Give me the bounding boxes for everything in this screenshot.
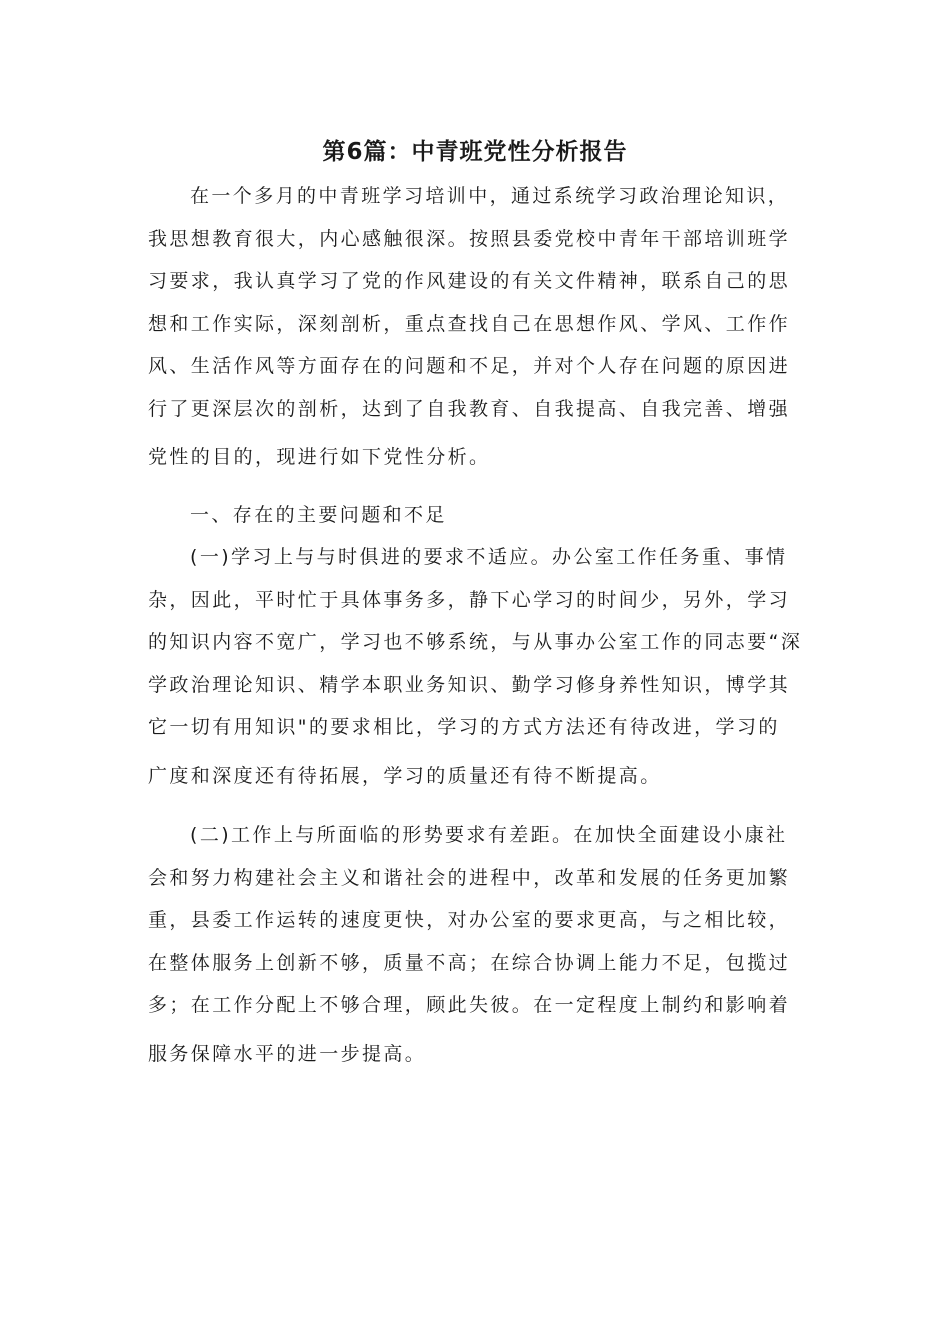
section-heading-text: 一、存在的主要问题和不足 [190,504,447,526]
point1-line: 杂，因此，平时忙于具体事务多，静下心学习的时间少，另外，学习 [148,588,791,611]
point2-paragraph [148,814,804,1075]
point2-line: 重，县委工作运转的速度更快，对办公室的要求更高，与之相比较， [148,909,791,931]
point2-line: 在整体服务上创新不够，质量不高；在综合协调上能力不足，包揽过 [148,951,791,974]
intro-line: 在一个多月的中青班学习培训中，通过系统学习政治理论知识， [190,185,790,207]
point1-paragraph [148,536,804,797]
point1-line: 它一切有用知识"的要求相比，学习的方式方法还有待改进，学习的 [148,716,780,738]
point1-line: 的知识内容不宽广，学习也不够系统，与从事办公室工作的同志要“深 [148,631,803,653]
intro-paragraph [148,175,804,479]
point2-line: 服务保障水平的进一步提高。 [148,1042,427,1065]
section-heading [148,494,804,537]
point2-line: 会和努力构建社会主义和谐社会的进程中，改革和发展的任务更加繁 [148,866,791,889]
intro-line: 我思想教育很大，内心感触很深。按照县委党校中青年干部培训班学 [148,227,791,250]
intro-line: 风、生活作风等方面存在的问题和不足，并对个人存在问题的原因进 [148,355,791,377]
intro-line: 党性的目的，现进行如下党性分析。 [148,446,491,468]
intro-line: 想和工作实际，深刻剖析，重点查找自己在思想作风、学风、工作作 [148,312,791,335]
point2-line: (二)工作上与所面临的形势要求有差距。在加快全面建设小康社 [190,824,788,846]
intro-line: 习要求，我认真学习了党的作风建设的有关文件精神，联系自己的思 [148,270,791,292]
document-title: 第6篇：中青班党性分析报告 [322,139,628,165]
point1-line: (一)学习上与与时俱进的要求不适应。办公室工作任务重、事情 [190,546,788,568]
point1-line: 学政治理论知识、精学本职业务知识、勤学习修身养性知识，博学其 [148,673,791,696]
point1-line: 广度和深度还有待拓展，学习的质量还有待不断提高。 [148,764,662,787]
point2-line: 多；在工作分配上不够合理，顾此失彼。在一定程度上制约和影响着 [148,994,791,1016]
intro-line: 行了更深层次的剖析，达到了自我教育、自我提高、自我完善、增强 [148,397,791,420]
